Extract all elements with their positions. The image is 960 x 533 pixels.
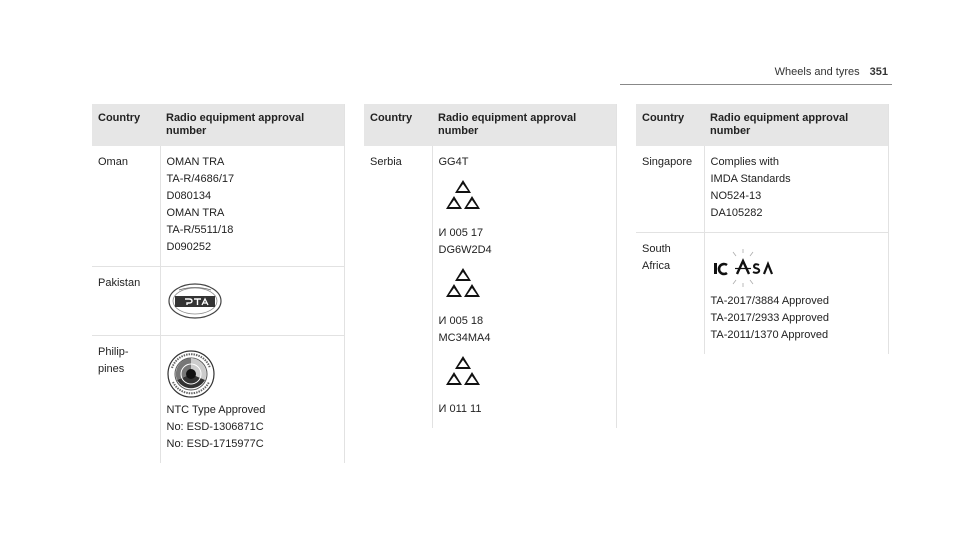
country-cell: Oman: [92, 146, 160, 267]
table-header-row: [92, 104, 345, 146]
approval-line: TA-2017/2933 Approved: [710, 312, 829, 324]
table-row: [92, 267, 345, 336]
table-header-row: [364, 104, 617, 146]
approval-cell: [160, 267, 345, 336]
approval-cell: [704, 146, 889, 233]
approval-line: TA-2011/1370 Approved: [710, 329, 829, 341]
triangle-mark: [445, 179, 481, 211]
approval-cell: [704, 233, 889, 355]
page-header: [775, 66, 888, 78]
approval-line: MC34MA4: [438, 332, 491, 344]
approval-line: OMAN TRA: [166, 207, 225, 219]
approval-line: DA105282: [710, 207, 763, 219]
approval-line: TA-R/5511/18: [166, 224, 234, 236]
approval-cell: [432, 146, 617, 428]
approval-header: Radio equipment approval number: [160, 104, 345, 146]
approval-line: NTC Type Approved: [166, 404, 266, 416]
table-row: [636, 146, 889, 233]
approval-table-2: [364, 104, 617, 428]
approval-line: D090252: [166, 241, 212, 253]
approval-table-3: [636, 104, 889, 354]
country-cell: Singapore: [636, 146, 704, 233]
mark-code: И 005 18: [438, 315, 484, 327]
country-header: Country: [636, 104, 704, 146]
icasa-logo: [711, 247, 775, 289]
approval-line: TA-2017/3884 Approved: [710, 295, 829, 307]
page-number: 351: [869, 66, 888, 78]
approval-header: Radio equipment approval number: [432, 104, 617, 146]
country-cell: Serbia: [370, 156, 402, 168]
approval-line: DG6W2D4: [438, 244, 492, 256]
approval-line: IMDA Standards: [710, 173, 791, 185]
triangle-mark: [445, 355, 481, 387]
approval-cell: [160, 336, 345, 464]
approval-line: Complies with: [710, 156, 779, 168]
mark-code: И 011 11: [438, 403, 482, 415]
pta-approved-logo: [167, 281, 223, 321]
approval-line: NO524-13: [710, 190, 762, 202]
table-header-row: [636, 104, 889, 146]
approval-table-1: [92, 104, 345, 463]
table-row: [92, 336, 345, 464]
country-cell: Philip- pines: [98, 346, 129, 375]
approval-line: D080134: [166, 190, 212, 202]
approval-line: No: ESD-1715977C: [166, 438, 264, 450]
table-row: [636, 233, 889, 355]
approval-line: GG4T: [438, 156, 469, 168]
mark-code: И 005 17: [438, 227, 484, 239]
header-rule: [620, 84, 892, 85]
country-cell: Pakistan: [92, 267, 160, 336]
country-cell: South Africa: [642, 243, 671, 272]
table-row: [92, 146, 345, 267]
approval-line: OMAN TRA: [166, 156, 225, 168]
approval-line: No: ESD-1306871C: [166, 421, 264, 433]
country-header: Country: [364, 104, 432, 146]
country-header: Country: [92, 104, 160, 146]
section-title: Wheels and tyres: [774, 66, 860, 78]
approval-header: Radio equipment approval number: [704, 104, 889, 146]
approval-line: TA-R/4686/17: [166, 173, 235, 185]
table-row: [364, 146, 617, 428]
triangle-mark: [445, 267, 481, 299]
ntc-seal: [167, 350, 215, 398]
approval-cell: [160, 146, 345, 267]
